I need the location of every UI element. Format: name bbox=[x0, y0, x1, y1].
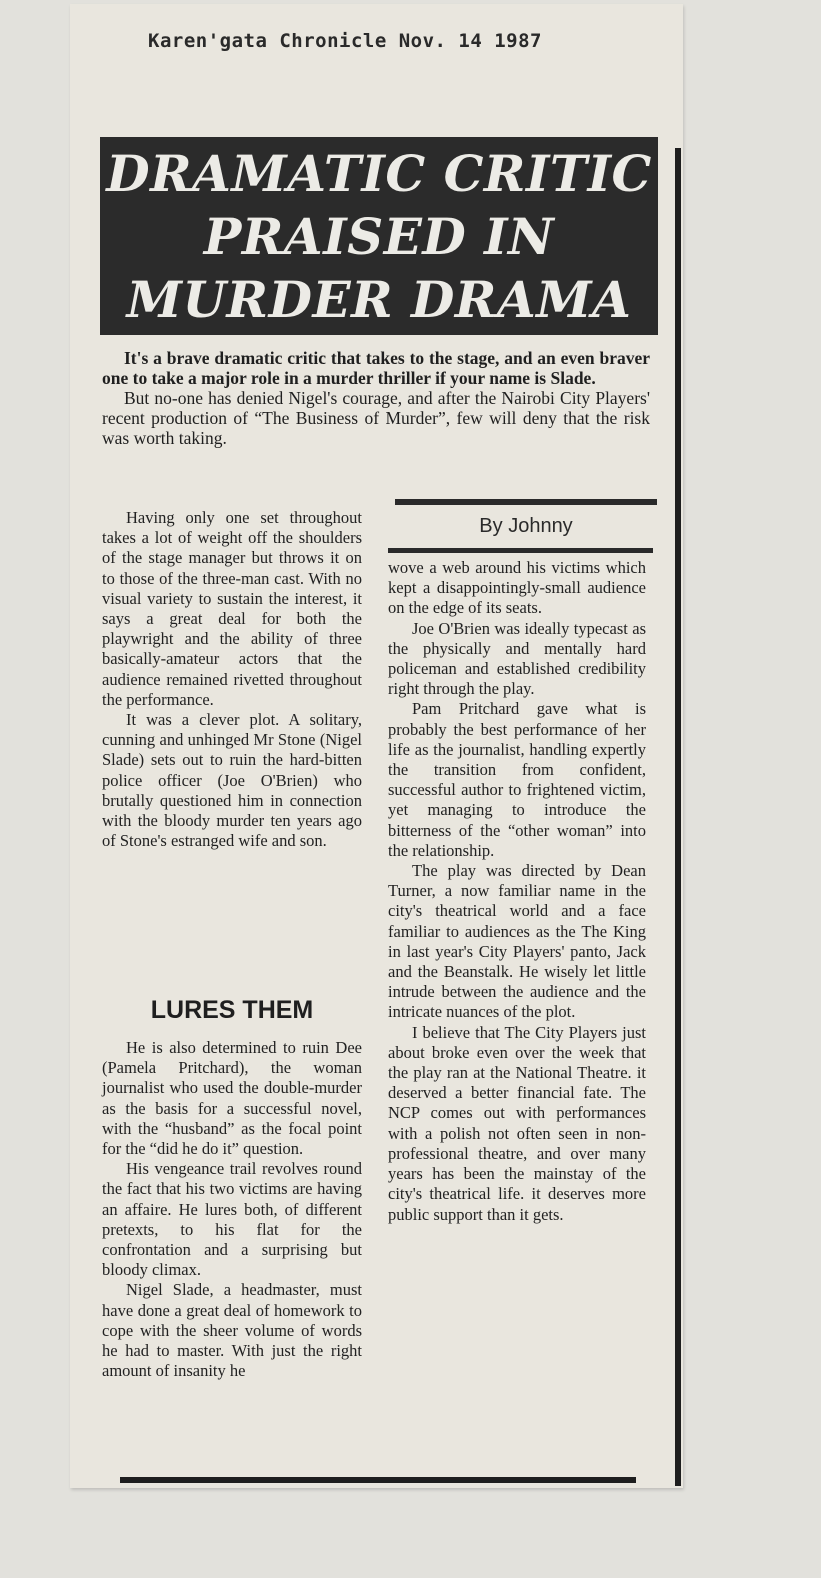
right-paragraph-2: Joe O'Brien was ideally typecast as the physically and mentally hard policeman and established credibility right through the play. bbox=[388, 618, 646, 699]
byline-rule-top bbox=[395, 499, 657, 505]
headline-box bbox=[100, 137, 658, 335]
right-paragraph-1: wove a web around his victims which kept a disappointingly-small audience on the edge of its seats. bbox=[388, 558, 646, 618]
headline-line-2: PRAISED IN bbox=[203, 206, 555, 266]
left-paragraph-1: Having only one set throughout takes a lot of weight off the shoulders of the stage manager but throws it on to those of the three-man cast. With no visual variety to sustain the interest, it says a great deal for both the playwright and the ability of three basically-amateur actors that the audience remained rivetted throughout the performance. bbox=[102, 508, 362, 709]
bottom-rule bbox=[120, 1477, 636, 1483]
left-paragraph-4: His vengeance trail revolves round the fact that his two victims are having an affaire. He lures both, of different pretexts, to his flat for the confrontation and a surprising but bloody climax. bbox=[102, 1159, 362, 1280]
column-rule-right bbox=[675, 148, 681, 1486]
byline: By Johnny bbox=[479, 515, 573, 537]
right-paragraph-4: The play was directed by Dean Turner, a now familiar name in the city's theatrical world and a face familiar to audiences as the The King in last year's City Players' panto, Jack and the Beanstalk. He wisely let little intrude between the audience and the intricate nuances of the plot. bbox=[388, 861, 646, 1022]
left-paragraph-3: He is also determined to ruin Dee (Pamela Pritchard), the woman journalist who used the double-murder as the basis for a successful novel, with the “husband” as the focal point for the “did he do it” question. bbox=[102, 1038, 362, 1159]
left-paragraph-5: Nigel Slade, a headmaster, must have done a great deal of homework to cope with the sheer volume of words he had to master. With just the right amount of insanity he bbox=[102, 1280, 362, 1381]
left-paragraph-2: It was a clever plot. A solitary, cunning and unhinged Mr Stone (Nigel Slade) sets out to ruin the hard-bitten police officer (Joe O'Brien) who brutally questioned him in connection with the bloody murder ten years ago of Stone's estranged wife and son. bbox=[102, 710, 362, 851]
headline-line-1: DRAMATIC CRITIC bbox=[106, 143, 652, 203]
byline-rule-bottom bbox=[388, 548, 653, 553]
right-paragraph-5: I believe that The City Players just about broke even over the week that the play ran at the National Theatre. it deserved a better financial fate. The NCP comes out with performances with a polish not often seen in non-professional theatre, and over many years has been the mainstay of the city's theatrical life. it deserves more public support than it gets. bbox=[388, 1022, 646, 1224]
left-column-continued bbox=[102, 1038, 362, 1381]
lead-paragraph-1: It's a brave dramatic critic that takes to the stage, and an even braver one to take a major role in a murder thriller if your name is Slade. bbox=[102, 348, 650, 388]
headline-line-3: MURDER DRAMA bbox=[126, 269, 632, 329]
right-column bbox=[388, 558, 646, 1225]
left-column bbox=[102, 508, 362, 851]
lead-paragraphs bbox=[102, 348, 650, 448]
subheading: LURES THEM bbox=[150, 996, 314, 1024]
dateline: Karen'gata Chronicle Nov. 14 1987 bbox=[148, 30, 542, 52]
lead-paragraph-2: But no-one has denied Nigel's courage, and after the Nairobi City Players' recent production of “The Business of Murder”, few will deny that the risk was worth taking. bbox=[102, 388, 650, 448]
right-paragraph-3: Pam Pritchard gave what is probably the best performance of her life as the journalist, handling expertly the transition from confident, successful author to frightened victim, yet managing to introduce the bitterness of the “other woman” into the relationship. bbox=[388, 699, 646, 860]
